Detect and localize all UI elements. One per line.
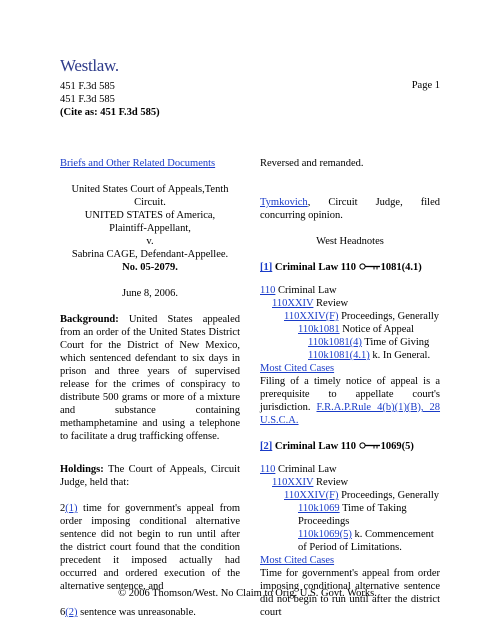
headnote-key: 1069(5) [380,441,414,452]
party-role: Plaintiff-Appellant, [109,223,191,234]
topic-text: k. Commencement of Period of Limitations. [298,529,434,553]
citation-line: 451 F.3d 585 [60,94,115,105]
headnote-heading [260,261,440,274]
topic-text: k. In General. [372,350,431,361]
headnote-line [260,463,440,476]
docket-number: No. 05-2079. [122,262,178,273]
topic-text: Review [316,298,349,309]
holdings-section [60,463,240,489]
holding-number: 2 [60,503,66,514]
background-text: United States appealed from an order of the United States District Court for the District of New Mexico, which sentenced defendant to six days in prison and three years of supervised release for the crimes of conspiracy to distribute 500 grams or more of a mixture and substance containing methamphetamine and using a telephone to facilitate a drug trafficking offense. [60,314,240,442]
holding-text: time for government's appeal from order imposing conditional alternative sentence did not begin to run until after the district court found that the condition precedent it imposed actually had occurred and ordered execution of the alternative sentence, and [60,503,240,592]
headnote-key: 1081(4.1) [380,262,422,273]
key-number-icon [359,441,381,450]
topic-link[interactable]: 110XXIV(F) [284,490,339,501]
judge-link[interactable]: Tymkovich [260,197,308,208]
disposition: Reversed and remanded. [260,158,364,169]
holding-item [60,502,240,593]
party-plaintiff: UNITED STATES of America, [84,210,216,221]
topic-link[interactable]: 110k1081(4.1) [308,350,370,361]
holding-link[interactable]: (2) [65,607,78,618]
holding-item [60,606,240,619]
party-defendant: Sabrina CAGE, Defendant-Appellee. [71,249,229,260]
background-label: Background: [60,314,119,325]
topic-link[interactable]: 110k1069(5) [298,529,352,540]
headnote-line [260,310,440,323]
holdings-text: The Court of Appeals, Circuit Judge, held that: [60,464,241,488]
headnotes-title: West Headnotes [316,236,384,247]
most-cited-link[interactable]: Most Cited Cases [260,363,335,374]
westlaw-logo: Westlaw. [60,56,119,75]
cite-as: (Cite as: 451 F.3d 585) [60,107,160,118]
topic-link[interactable]: 110 [260,285,276,296]
copyright-footer: © 2006 Thomson/West. No Claim to Orig. U.S. Govt. Works. [118,588,377,599]
topic-text: Review [316,477,349,488]
topic-text: Time of Taking Proceedings [298,503,407,527]
right-column [260,157,440,619]
holding-number: 6 [60,607,66,618]
headnote-line [260,349,440,362]
holding-text: sentence was unreasonable. [80,607,196,618]
topic-link[interactable]: 110k1069 [298,503,340,514]
holding-link[interactable]: (1) [65,503,78,514]
most-cited-link[interactable]: Most Cited Cases [260,555,335,566]
concurring-note [260,196,440,222]
headnote-line [260,489,440,502]
background-section [60,313,240,443]
decision-date: June 8, 2006. [122,288,178,299]
citation-header [60,80,160,119]
rule-link[interactable]: F.R.A.P.Rule 4(b)(1)(B), 28 U.S.C.A. [260,402,441,426]
holdings-label: Holdings: [60,464,104,475]
topic-link[interactable]: 110k1081 [298,324,340,335]
citation-line: 451 F.3d 585 [60,81,115,92]
headnote-text [260,375,440,427]
court-name-cont: Circuit. [134,197,166,208]
headnote-link[interactable]: [1] [260,262,273,273]
headnote-line [260,284,440,297]
headnote-body: Filing of a timely notice of appeal is a prerequisite to appellate court's jurisdiction. [260,376,440,413]
headnote-topic: Criminal Law 110 [274,441,356,452]
headnote-line [260,528,440,554]
key-number-icon [359,262,381,271]
topic-text: Proceedings, Generally [341,311,440,322]
headnote-line [260,336,440,349]
headnote-line [260,502,440,528]
left-column [60,157,240,619]
topic-link[interactable]: 110XXIV [272,477,314,488]
topic-text: Proceedings, Generally [341,490,440,501]
judge-text: , Circuit Judge, filed concurring opinion. [260,197,440,221]
topic-link[interactable]: 110 [260,464,276,475]
topic-text: Criminal Law [278,464,337,475]
headnote-link[interactable]: [2] [260,441,273,452]
headnote-topic: Criminal Law 110 [274,262,356,273]
topic-link[interactable]: 110XXIV(F) [284,311,339,322]
headnote-text: Time for government's appeal from order imposing conditional alternative sentence did not begin to run until after the district court [260,568,440,618]
topic-text: Criminal Law [278,285,337,296]
headnote-line [260,323,440,336]
topic-link[interactable]: 110XXIV [272,298,314,309]
topic-text: Notice of Appeal [342,324,414,335]
topic-text: Time of Giving [364,337,430,348]
headnote-heading [260,440,440,453]
court-name: United States Court of Appeals,Tenth [71,184,229,195]
headnote-line [260,476,440,489]
briefs-link[interactable]: Briefs and Other Related Documents [60,158,216,169]
headnote-line [260,297,440,310]
versus: v. [146,236,154,247]
topic-link[interactable]: 110k1081(4) [308,337,362,348]
page-number: Page 1 [411,80,440,91]
